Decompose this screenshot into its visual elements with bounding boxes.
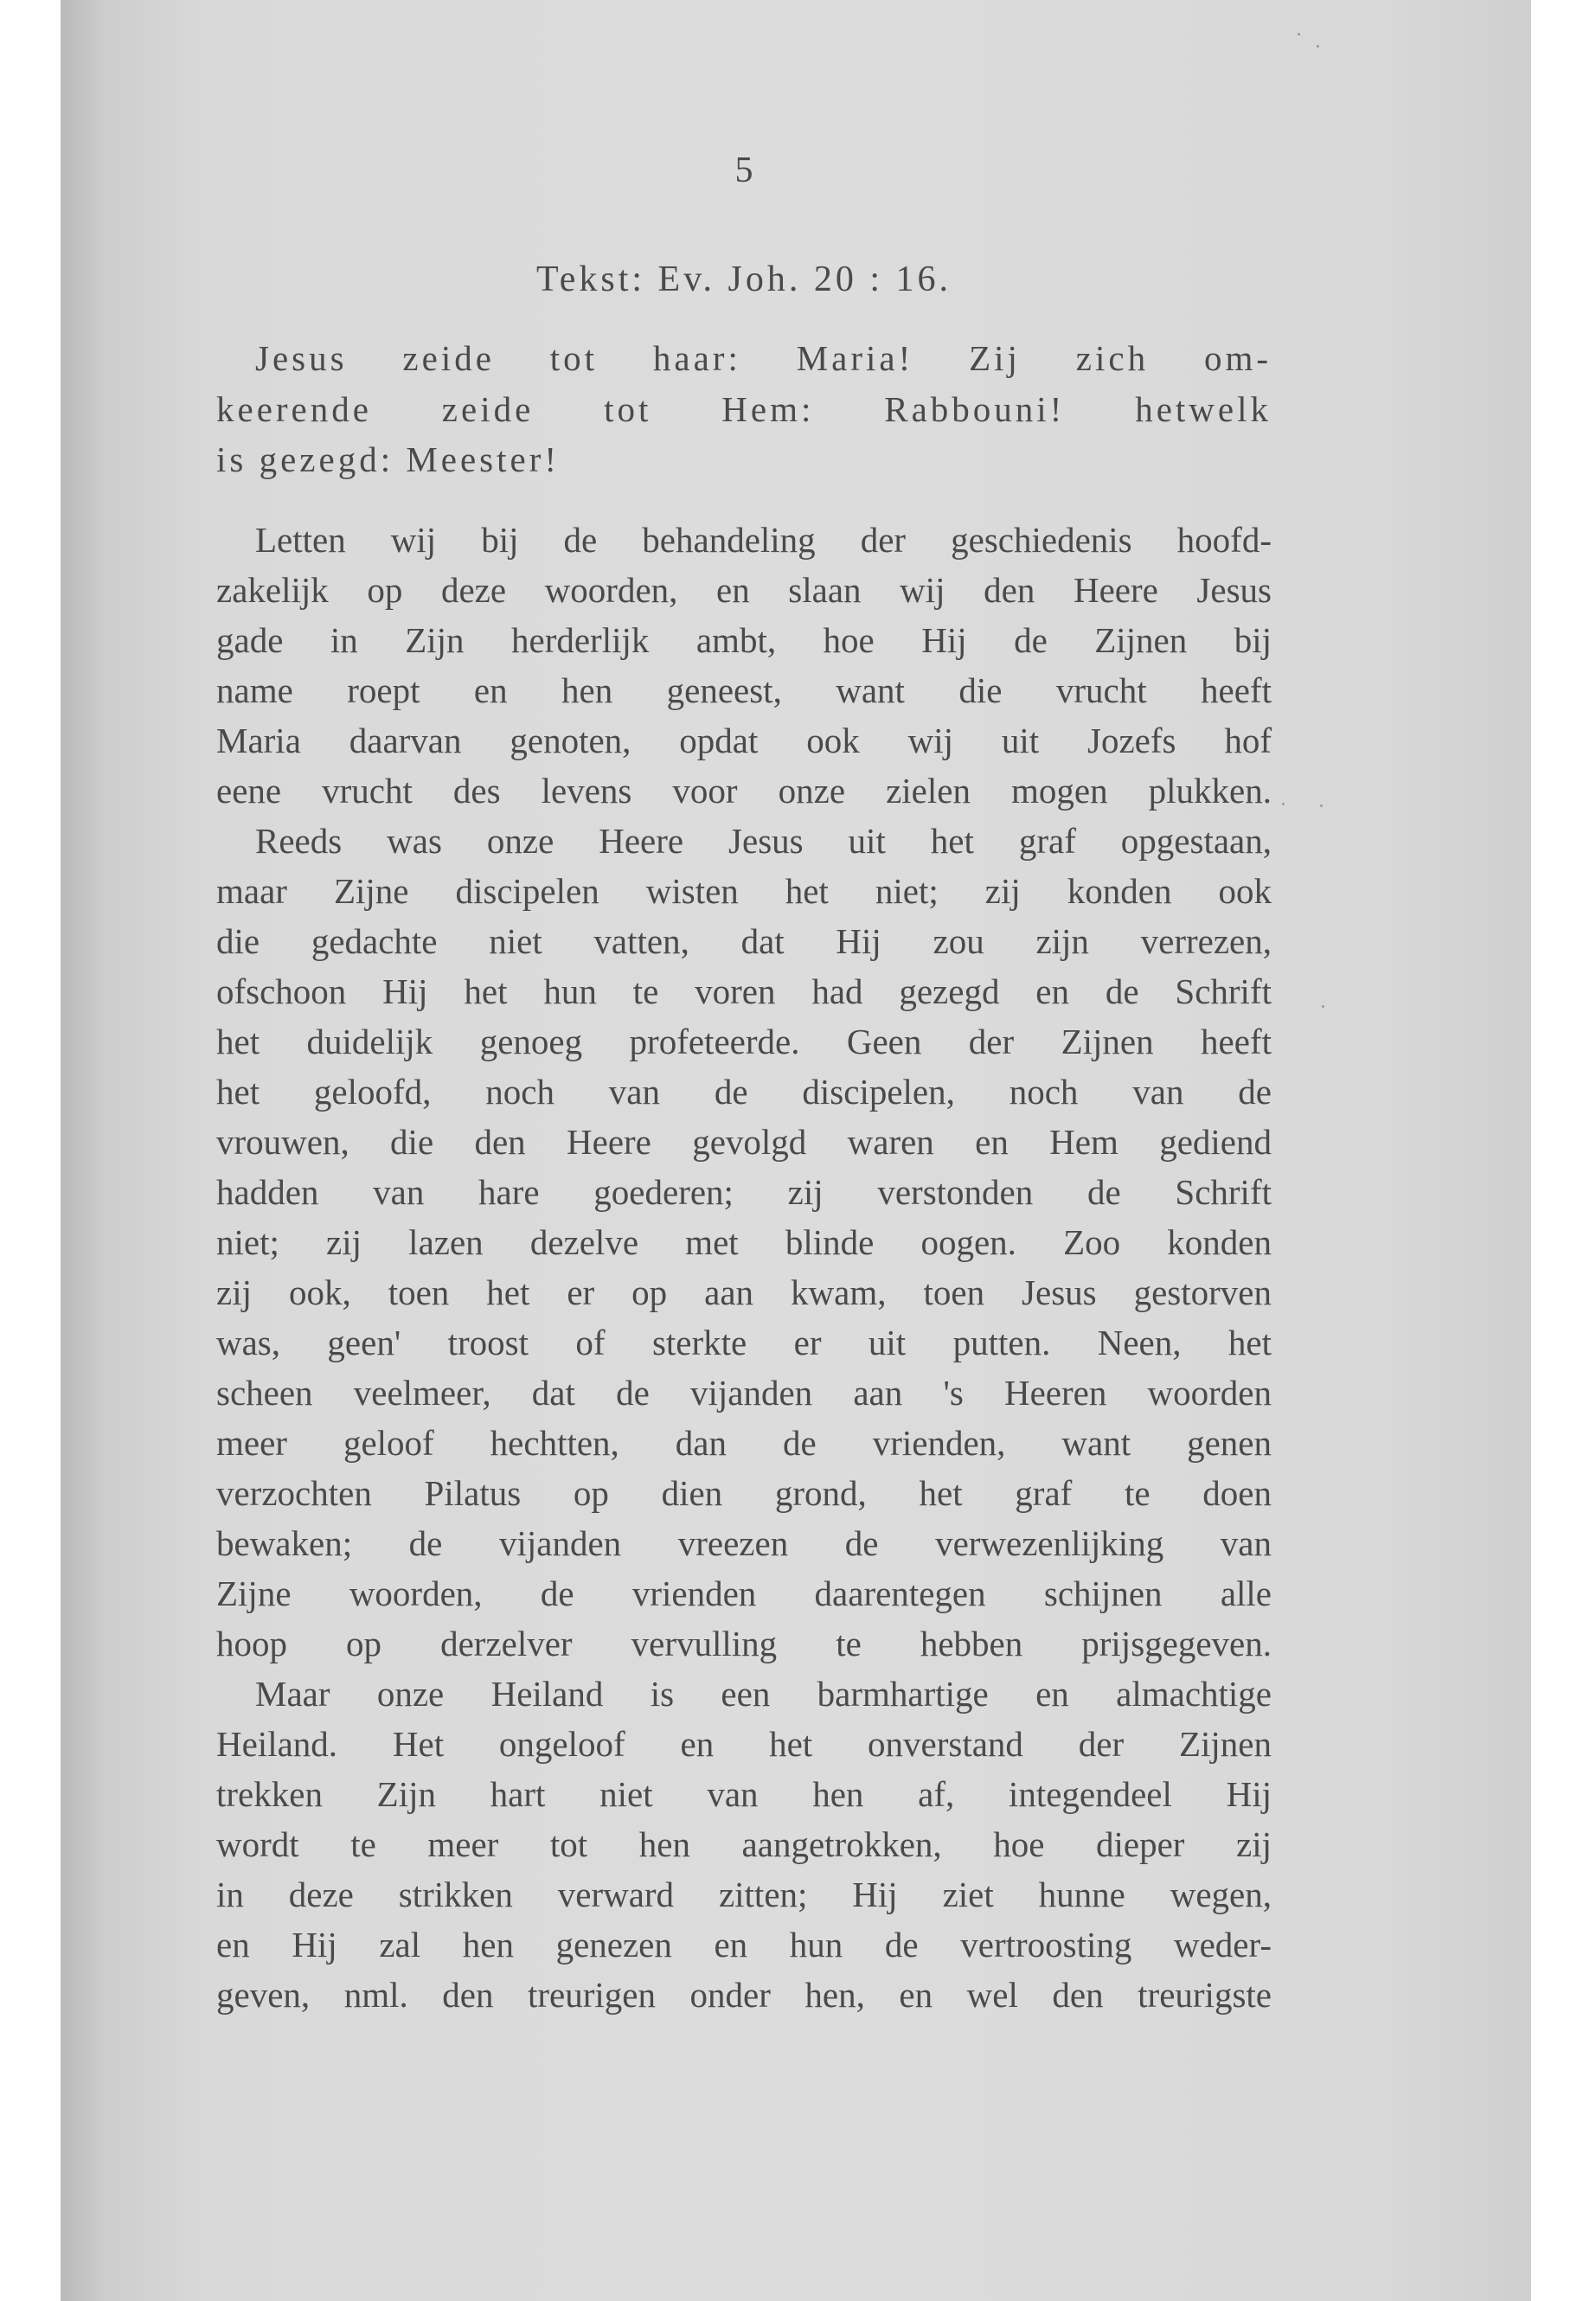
paper-speck <box>1317 45 1319 48</box>
body-line: en Hij zal hen genezen en hun de vertroosting weder- <box>216 1925 1272 1965</box>
book-page <box>61 0 1531 2301</box>
body-line: vrouwen, die den Heere gevolgd waren en Hem gediend <box>216 1122 1272 1162</box>
body-line: name roept en hen geneest, want die vrucht heeft <box>216 670 1272 710</box>
body-line: hoop op derzelver vervulling te hebben prijsgegeven. <box>216 1624 1272 1663</box>
body-line: verzochten Pilatus op dien grond, het graf te doen <box>216 1473 1272 1513</box>
body-line: hadden van hare goederen; zij verstonden de Schrift <box>216 1172 1272 1212</box>
body-line: Heiland. Het ongeloof en het onverstand der Zijnen <box>216 1724 1272 1764</box>
body-line: Reeds was onze Heere Jesus uit het graf opgestaan, <box>255 821 1272 861</box>
body-line: in deze strikken verward zitten; Hij ziet hunne wegen, <box>216 1875 1272 1914</box>
body-line: Zijne woorden, de vrienden daarentegen schijnen alle <box>216 1574 1272 1613</box>
verse-line: is gezegd: Meester! <box>216 439 561 479</box>
verse-line: Jesus zeide tot haar: Maria! Zij zich om- <box>255 338 1272 378</box>
body-line: Letten wij bij de behandeling der geschiedenis hoofd- <box>255 520 1272 560</box>
body-line: geven, nml. den treurigen onder hen, en wel den treurigste <box>216 1975 1272 2015</box>
body-line: zakelijk op deze woorden, en slaan wij den Heere Jesus <box>216 570 1272 610</box>
body-line: trekken Zijn hart niet van hen af, integendeel Hij <box>216 1774 1272 1814</box>
body-line: niet; zij lazen dezelve met blinde oogen. Zoo konden <box>216 1222 1272 1262</box>
body-line: maar Zijne discipelen wisten het niet; zij konden ook <box>216 871 1272 911</box>
body-line: meer geloof hechtten, dan de vrienden, want genen <box>216 1423 1272 1463</box>
body-line: zij ook, toen het er op aan kwam, toen Jesus gestorven <box>216 1272 1272 1312</box>
verse-line: keerende zeide tot Hem: Rabbouni! hetwelk <box>216 389 1272 429</box>
body-line: scheen veelmeer, dat de vijanden aan 's Heeren woorden <box>216 1373 1272 1413</box>
page-number: 5 <box>734 151 753 190</box>
body-line: Maria daarvan genoten, opdat ook wij uit Jozefs hof <box>216 721 1272 760</box>
body-line: het geloofd, noch van de discipelen, noch van de <box>216 1072 1272 1112</box>
body-line: het duidelijk genoeg profeteerde. Geen der Zijnen heeft <box>216 1022 1272 1061</box>
paper-speck <box>1322 1005 1324 1008</box>
body-line: wordt te meer tot hen aangetrokken, hoe dieper zij <box>216 1824 1272 1864</box>
body-line: was, geen' troost of sterkte er uit putten. Neen, het <box>216 1323 1272 1362</box>
paper-speck <box>1298 33 1300 35</box>
body-line: eene vrucht des levens voor onze zielen mogen plukken. <box>216 771 1272 811</box>
body-line: die gedachte niet vatten, dat Hij zou zijn verrezen, <box>216 921 1272 961</box>
body-line: gade in Zijn herderlijk ambt, hoe Hij de Zijnen bij <box>216 620 1272 660</box>
paper-speck <box>1282 803 1285 805</box>
scripture-reference: Tekst: Ev. Joh. 20 : 16. <box>536 260 952 299</box>
body-line: bewaken; de vijanden vreezen de verwezenlijking van <box>216 1523 1272 1563</box>
body-line: ofschoon Hij het hun te voren had gezegd en de Schrift <box>216 971 1272 1011</box>
paper-speck <box>1320 804 1323 807</box>
body-line: Maar onze Heiland is een barmhartige en almachtige <box>255 1674 1272 1714</box>
